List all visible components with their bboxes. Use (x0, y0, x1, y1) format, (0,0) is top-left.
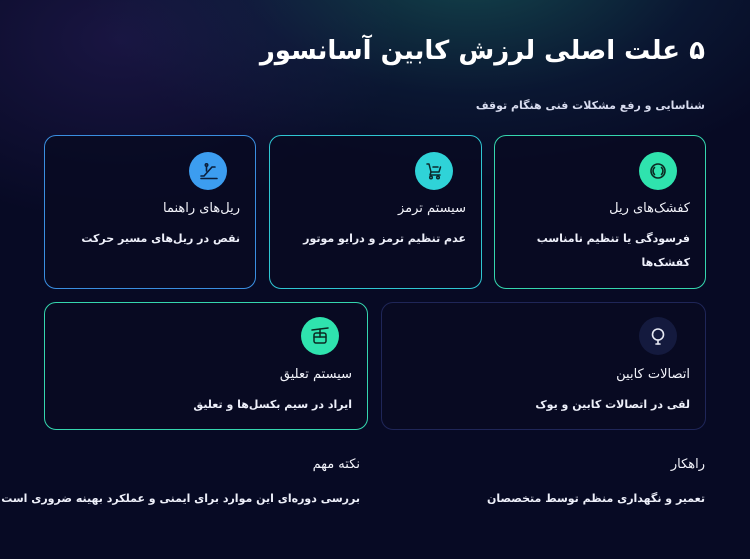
ring-connection-icon (639, 317, 677, 355)
card-description: عدم تنظیم ترمز و درایو موتور (303, 232, 466, 245)
important-note-title: نکته مهم (312, 457, 360, 472)
solution-description: تعمیر و نگهداری منظم توسط متخصصان (486, 492, 705, 505)
card-description: ایراد در سیم بکسل‌ها و تعلیق (193, 398, 352, 411)
card-title: اتصالات کابین (616, 367, 690, 382)
brake-pad-icon (639, 152, 677, 190)
card-brake-system (269, 135, 482, 289)
card-title: سیستم تعلیق (279, 367, 352, 382)
card-title: کفشک‌های ریل (609, 201, 690, 216)
card-title: سیستم ترمز (397, 201, 466, 216)
important-note-description: بررسی دوره‌ای این موارد برای ایمنی و عملکرد بهینه ضروری است (1, 492, 360, 505)
card-description: فرسودگی یا تنظیم نامناسب کفشک‌ها (536, 232, 690, 269)
card-rail-shoes (494, 135, 706, 289)
escalator-icon (189, 152, 227, 190)
solution-title: راهکار (670, 457, 705, 472)
page-subtitle: شناسایی و رفع مشکلات فنی هنگام توقف (475, 99, 705, 112)
card-title: ریل‌های راهنما (162, 201, 240, 216)
card-guide-rails (44, 135, 256, 289)
card-description: لقی در اتصالات کابین و یوک (535, 398, 690, 411)
card-suspension-system (44, 302, 368, 430)
card-cabin-connections (381, 302, 706, 430)
stroller-brake-icon (415, 152, 453, 190)
cable-car-icon (301, 317, 339, 355)
page-title: ۵ علت اصلی لرزش کابین آسانسور (259, 36, 705, 66)
card-description: نقص در ریل‌های مسیر حرکت (81, 232, 240, 245)
